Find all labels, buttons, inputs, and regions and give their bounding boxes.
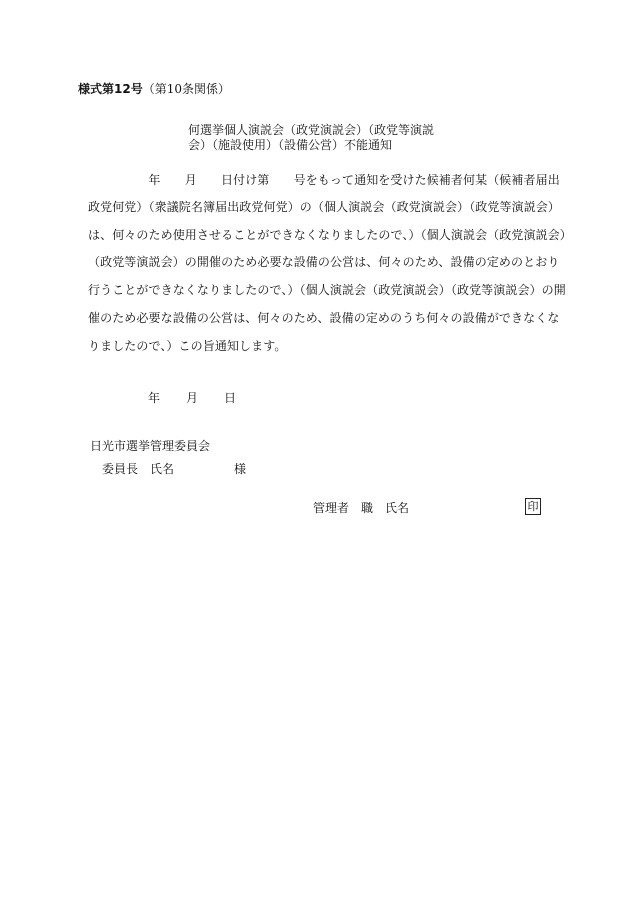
body-line-1: 年 月 日付け第 号をもって通知を受けた候補者何某（候補者届出 (100, 173, 560, 187)
document-title (188, 123, 458, 153)
sender-label: 管理者 職 氏名 (313, 501, 410, 515)
body-line-4: （政党等演説会）の開催のため必要な設備の公営は、何々のため、設備の定めのとおり (88, 255, 560, 269)
body-line-6: 催のため必要な設備の公営は、何々のため、設備の定めのうち何々の設備ができなくな (88, 311, 560, 325)
date-year: 年 (148, 391, 161, 405)
date-day: 日 (224, 391, 237, 405)
form-number-label: 様式第12号 (78, 82, 143, 96)
title-line-1: 何選挙個人演説会（政党演説会）（政党等演説 (188, 123, 435, 137)
body-line-5: 行うことができなくなりましたので、）（個人演説会（政党演説会）（政党等演説会）の開 (88, 283, 566, 297)
body-line-2: 政党何党）（衆議院名簿届出政党何党）の（個人演説会（政党演説会）（政党等演説会） (88, 200, 561, 214)
seal-mark: 印 (525, 498, 541, 515)
addressee-committee: 日光市選挙管理委員会 (90, 439, 211, 453)
notice-date (148, 390, 236, 406)
body-line-3: は、何々のため使用させることができなくなりましたので、）（個人演説会（政党演説会） (88, 228, 572, 242)
form-number-relation: （第10条関係） (142, 82, 230, 96)
addressee-chair: 委員長 氏名 様 (102, 462, 247, 476)
body-line-7: りましたので、）この旨通知します。 (88, 339, 287, 353)
date-month: 月 (186, 391, 199, 405)
title-line-2: 会）（施設使用）（設備公営）不能通知 (188, 138, 393, 152)
form-number (78, 81, 230, 97)
